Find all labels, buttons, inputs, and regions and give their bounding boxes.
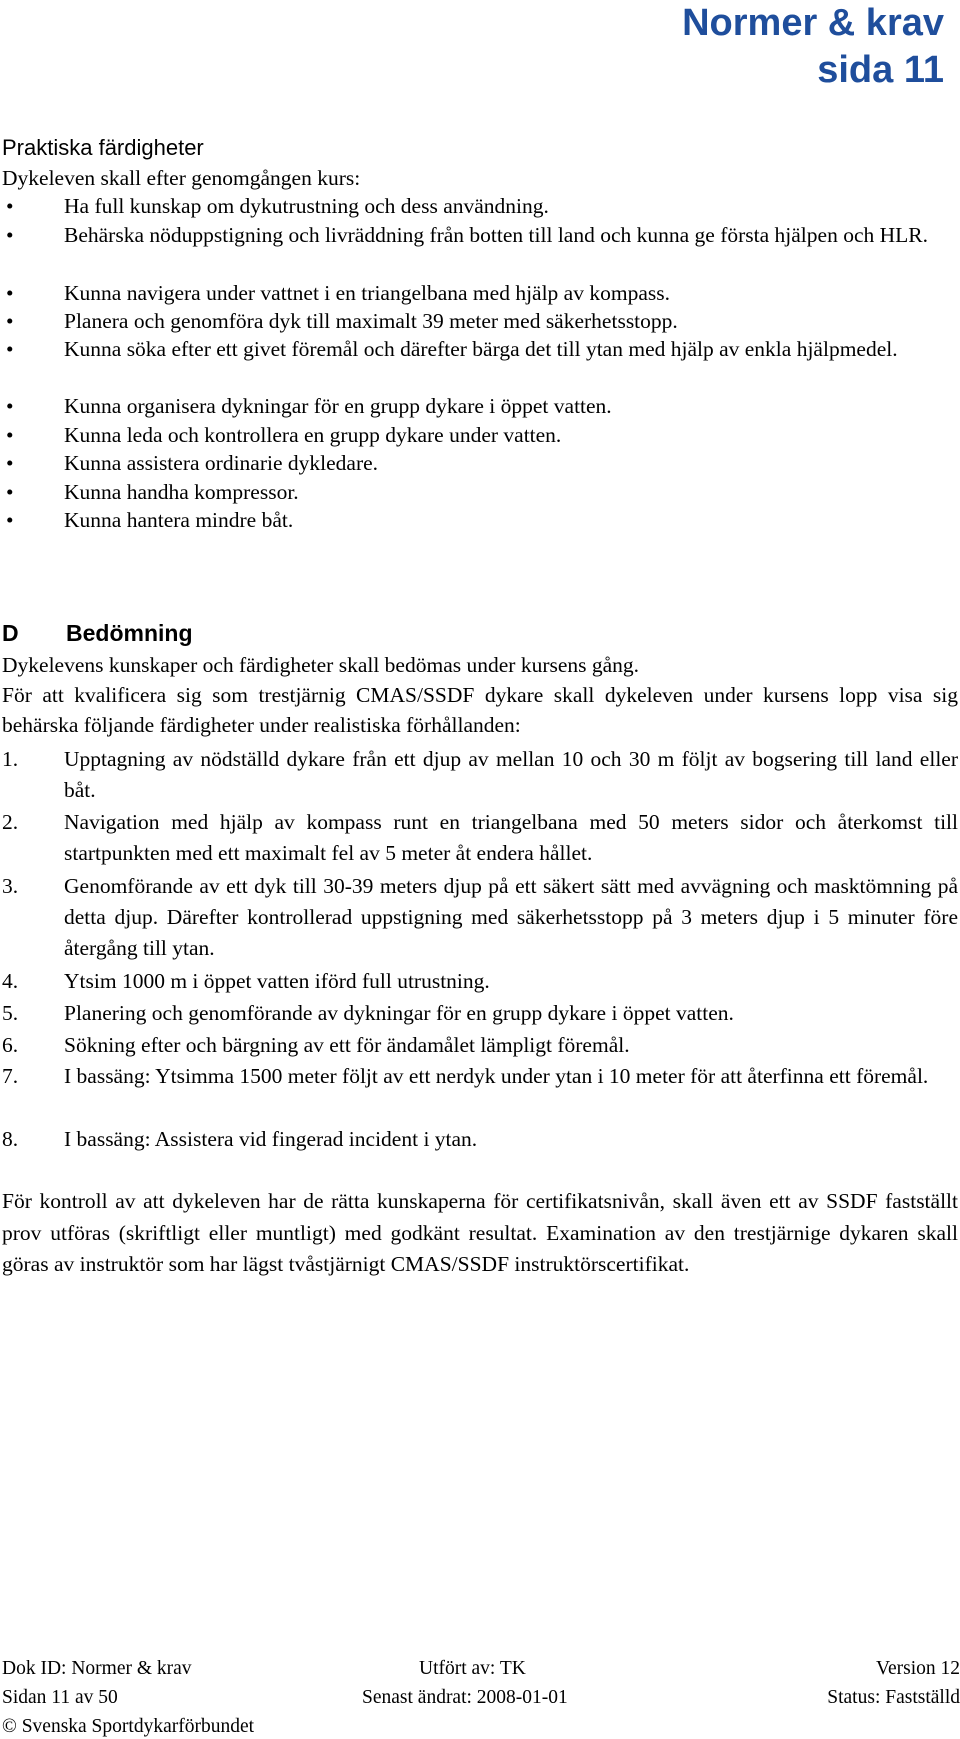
list-item: Behärska nöduppstigning och livräddning från botten till land och kunna ge första hjälpen och HLR. bbox=[64, 223, 928, 247]
footer-author: Utfört av: TK bbox=[419, 1658, 526, 1679]
list-item: Kunna assistera ordinarie dykledare. bbox=[64, 451, 379, 475]
list-number: 6. bbox=[2, 1033, 19, 1057]
footer-doc-id: Dok ID: Normer & krav bbox=[2, 1658, 192, 1679]
list-item: Upptagning av nödställd dykare från ett djup av mellan 10 och 30 m följt av bogsering till land eller båt. bbox=[64, 747, 958, 802]
paragraph: Dykelevens kunskaper och färdigheter skall bedömas under kursens gång. bbox=[2, 653, 640, 677]
list-item: Ytsim 1000 m i öppet vatten iförd full utrustning. bbox=[64, 969, 490, 993]
list-item: I bassäng: Ytsimma 1500 meter följt av ett nerdyk under ytan i 10 meter för att återfinna ett föremål. bbox=[64, 1064, 929, 1088]
list-item: Ha full kunskap om dykutrustning och dess användning. bbox=[64, 194, 549, 218]
list-number: 3. bbox=[2, 874, 19, 898]
list-item: Kunna navigera under vattnet i en triangelbana med hjälp av kompass. bbox=[64, 281, 670, 305]
footer-version: Version 12 bbox=[876, 1658, 960, 1679]
section-heading: Praktiska färdigheter bbox=[2, 135, 204, 160]
list-number: 8. bbox=[2, 1127, 19, 1151]
footer-page: Sidan 11 av 50 bbox=[2, 1687, 118, 1708]
list-item: Navigation med hjälp av kompass runt en triangelbana med 50 meters sidor och återkomst till startpunkten med ett maximalt fel av 5 meter åt endera hållet. bbox=[64, 810, 958, 865]
list-item: Kunna leda och kontrollera en grupp dykare under vatten. bbox=[64, 423, 562, 447]
section-title: Bedömning bbox=[66, 620, 193, 646]
list-item: Kunna hantera mindre båt. bbox=[64, 508, 294, 532]
header-page-number: sida 11 bbox=[817, 49, 944, 91]
list-number: 4. bbox=[2, 969, 19, 993]
list-item: Planera och genomföra dyk till maximalt 39 meter med säkerhetsstopp. bbox=[64, 309, 678, 333]
footer-copyright: © Svenska Sportdykarförbundet bbox=[2, 1716, 255, 1737]
list-number: 5. bbox=[2, 1001, 19, 1025]
list-item: I bassäng: Assistera vid fingerad incident i ytan. bbox=[64, 1127, 478, 1151]
page-header bbox=[682, 0, 944, 94]
list-item: Genomförande av ett dyk till 30-39 meters djup på ett säkert sätt med avvägning och masktömning på detta djup. Därefter kontrollerad uppstigning med säkerhetsstopp på 3 meters djup i 5 minuter före återgång till ytan. bbox=[64, 874, 958, 960]
paragraph: För att kvalificera sig som trestjärnig CMAS/SSDF dykare skall dykeleven under kursens lopp visa sig behärska följande färdigheter under realistiska förhållanden: bbox=[2, 683, 958, 737]
list-item: Kunna organisera dykningar för en grupp dykare i öppet vatten. bbox=[64, 394, 612, 418]
list-number: 7. bbox=[2, 1064, 19, 1088]
list-item: Kunna söka efter ett givet föremål och därefter bärga det till ytan med hjälp av enkla hjälpmedel. bbox=[64, 337, 898, 361]
list-item: Kunna handha kompressor. bbox=[64, 480, 299, 504]
header-title: Normer & krav bbox=[682, 2, 944, 44]
list-item: Planering och genomförande av dykningar för en grupp dykare i öppet vatten. bbox=[64, 1001, 734, 1025]
section-letter: D bbox=[2, 620, 19, 646]
footer-status: Status: Fastställd bbox=[827, 1687, 960, 1708]
closing-paragraph: För kontroll av att dykeleven har de rätta kunskaperna för certifikatsnivån, skall även ett av SSDF fastställt prov utföras (skriftligt eller muntligt) med godkänt resultat. Examination av den trestjärnige dykaren skall göras av instruktör som har lägst tvåstjärnigt CMAS/SSDF instruktörscertifikat. bbox=[2, 1189, 958, 1276]
list-number: 2. bbox=[2, 810, 19, 834]
list-number: 1. bbox=[2, 747, 19, 771]
list-item: Sökning efter och bärgning av ett för ändamålet lämpligt föremål. bbox=[64, 1033, 630, 1057]
section-intro: Dykeleven skall efter genomgången kurs: bbox=[2, 166, 361, 190]
footer-last-changed: Senast ändrat: 2008-01-01 bbox=[362, 1687, 568, 1708]
